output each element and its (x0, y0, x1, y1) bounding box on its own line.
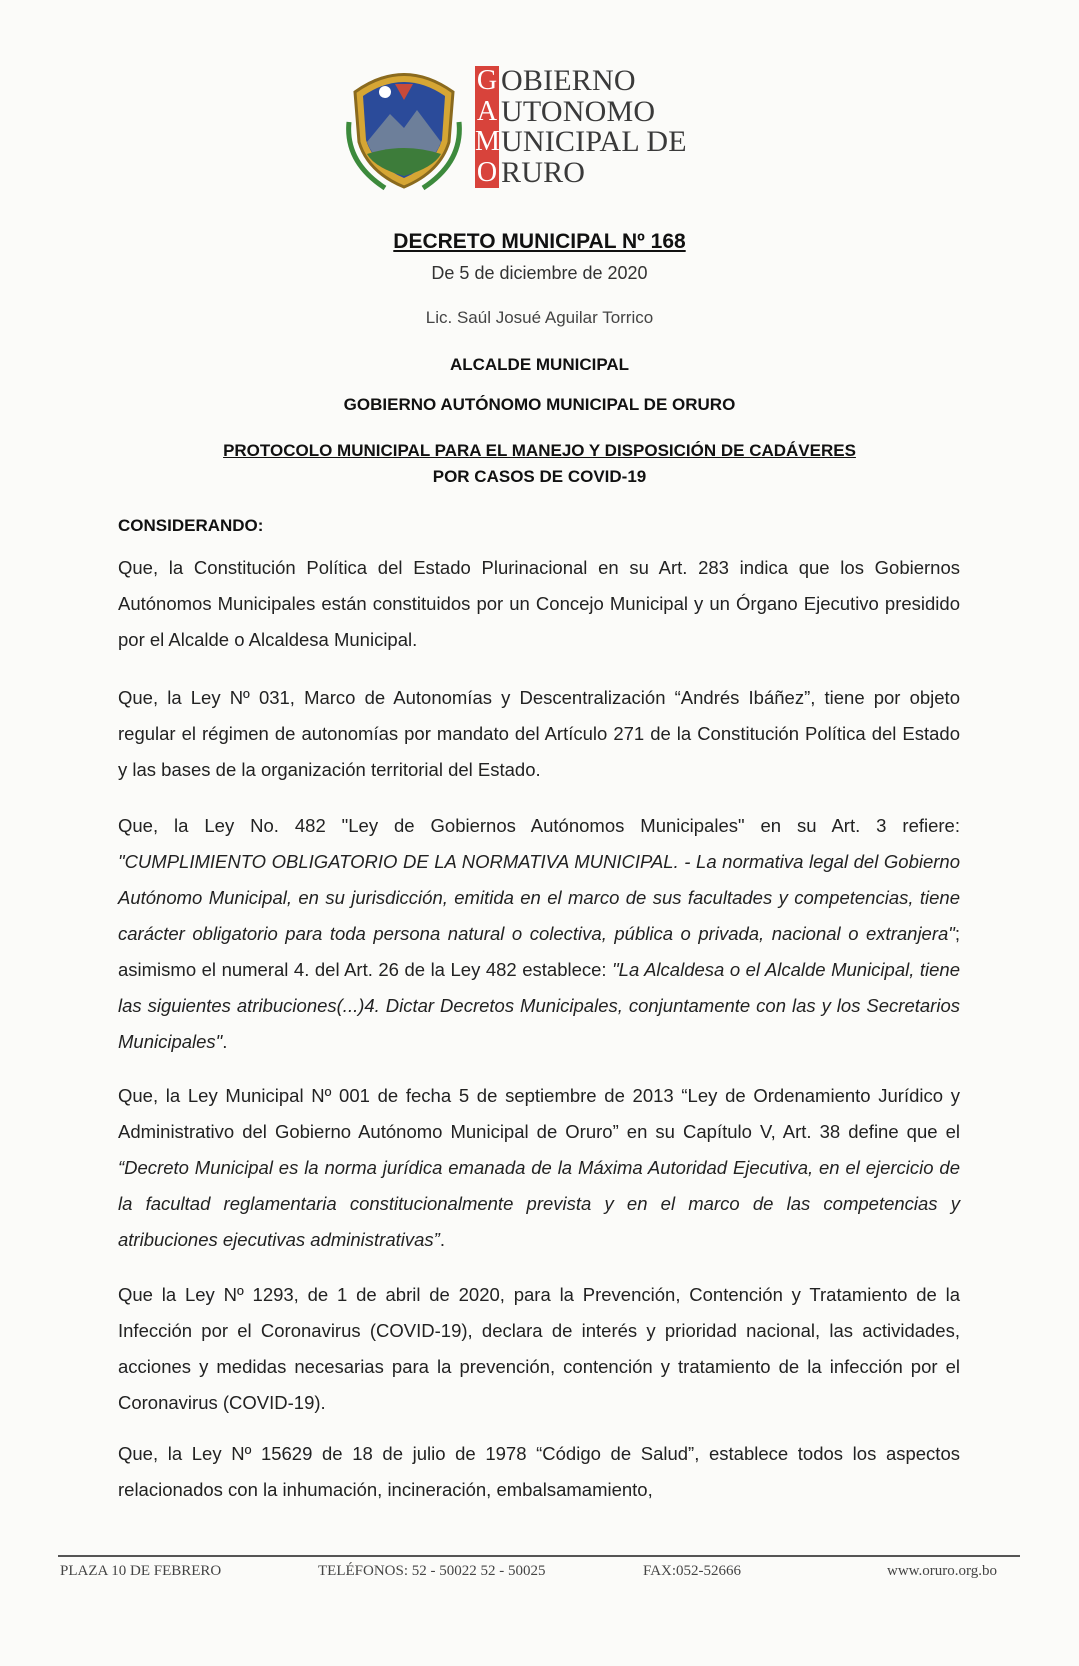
initial-m: M (475, 126, 500, 157)
decree-title: DECRETO MUNICIPAL Nº 168 (393, 230, 686, 253)
paragraph-ley-031: Que, la Ley Nº 031, Marco de Autonomías y Descentralización “Andrés Ibáñez”, tiene por objeto regular el régimen de autonomías por mandato del Artículo 271 de la Constitución Política del Estado y las bases de la organización territorial del Estado. (118, 687, 960, 780)
p3-quote-2: "La Alcaldesa o el Alcalde Municipal, tiene las siguientes atribuciones(...)4. Dictar Decretos Municipales, conjuntamente con las y los Secretarios Municipales" (118, 959, 961, 1052)
paragraph-ley-1293: Que la Ley Nº 1293, de 1 de abril de 2020, para la Prevención, Contención y Tratamiento de la Infección por el Coronavirus (COVID-19), declara de interés y prioridad nacional, las actividades, acciones y medidas necesarias para la prevención, contención y tratamiento de la infección por el Coronavirus (COVID-19). (118, 1284, 960, 1413)
footer-divider (58, 1555, 1020, 1557)
paragraph-ley-482 (118, 808, 960, 1060)
p3-text-c: ; asimismo el numeral 4. del Art. 26 de la Ley 482 establece: (118, 923, 960, 980)
initial-a: A (476, 95, 498, 127)
paragraph-constitution: Que, la Constitución Política del Estado Plurinacional en su Art. 283 indica que los Gobiernos Autónomos Municipales están constituidos por un Concejo Municipal y un Órgano Ejecutivo presidido por el Alcalde o Alcaldesa Municipal. (118, 557, 960, 650)
protocol-title (0, 438, 1079, 490)
p4-text-c: . (439, 1229, 445, 1250)
wordmark-line-2: UTONOMO (501, 94, 656, 128)
p3-text-e: . (222, 1031, 228, 1052)
protocol-title-line-2: POR CASOS DE COVID-19 (432, 467, 647, 486)
wordmark-line-3: UNICIPAL DE (501, 125, 687, 158)
signer-role: ALCALDE MUNICIPAL (449, 355, 630, 374)
wordmark-line-4: RURO (501, 155, 586, 189)
wordmark-line-1: OBIERNO (501, 64, 636, 97)
decree-date: De 5 de diciembre de 2020 (431, 263, 648, 283)
paragraph-ley-15629: Que, la Ley Nº 15629 de 18 de julio de 1978 “Código de Salud”, establece todos los aspectos relacionados con la inhumación, incineración, embalsamamiento, (118, 1443, 960, 1500)
footer-address: PLAZA 10 DE FEBRERO (60, 1563, 222, 1579)
protocol-title-line-1: PROTOCOLO MUNICIPAL PARA EL MANEJO Y DISPOSICIÓN DE CADÁVERES (223, 441, 856, 460)
gamo-wordmark (501, 66, 741, 188)
gamo-initials (475, 66, 499, 188)
municipal-logo (345, 56, 745, 196)
initial-g: G (476, 65, 498, 96)
p4-quote: “Decreto Municipal es la norma jurídica emanada de la Máxima Autoridad Ejecutiva, en el ejercicio de la facultad reglamentaria constitucionalmente prevista y en el marco de las competencias y atribuciones ejecutivas administrativas” (118, 1157, 960, 1250)
footer-website: www.oruro.org.bo (887, 1563, 997, 1579)
footer-phones: TELÉFONOS: 52 - 50022 52 - 50025 (318, 1563, 546, 1579)
initial-o: O (476, 156, 498, 188)
footer-fax: FAX:052-52666 (643, 1563, 742, 1579)
p3-quote-1: "CUMPLIMIENTO OBLIGATORIO DE LA NORMATIVA MUNICIPAL. - La normativa legal del Gobierno Autónomo Municipal, en su jurisdicción, emitida en el marco de sus facultades y competencias, tiene carácter obligatorio para toda persona natural o colectiva, pública o privada, nacional o extranjera" (118, 851, 960, 944)
considerando-heading: CONSIDERANDO: (118, 516, 264, 535)
coat-of-arms-icon (345, 62, 463, 192)
signer-name: Lic. Saúl Josué Aguilar Torrico (425, 308, 654, 327)
government-name: GOBIERNO AUTÓNOMO MUNICIPAL DE ORURO (343, 395, 736, 414)
p4-text-a: Que, la Ley Municipal Nº 001 de fecha 5 de septiembre de 2013 “Ley de Ordenamiento Jurídico y Administrativo del Gobierno Autónomo Municipal de Oruro” en su Capítulo V, Art. 38 define que el (118, 1085, 960, 1142)
paragraph-ley-municipal-001 (118, 1078, 960, 1258)
p3-text-a: Que, la Ley No. 482 "Ley de Gobiernos Autónomos Municipales" en su Art. 3 refiere: (118, 815, 960, 836)
